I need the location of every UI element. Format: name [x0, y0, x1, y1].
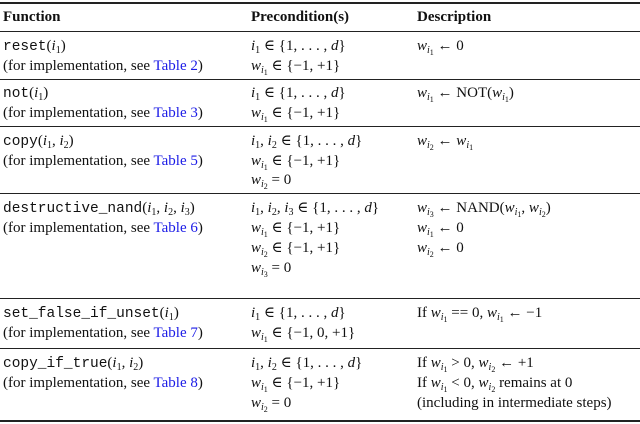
function-name: copy_if_true [3, 356, 108, 372]
precondition: $w_{i_1}$ ∈ {−1, +1} [251, 153, 341, 172]
precondition: $i_1$, $i_2$ ∈ {1, . . . , d} [251, 355, 363, 373]
implementation-note [3, 56, 203, 76]
row-rule [0, 348, 640, 349]
precondition: $w_{i_1}$ ∈ {−1, +1} [251, 58, 341, 77]
table-link[interactable]: Table 8 [153, 375, 198, 391]
precondition: $w_{i_2} = 0$ [251, 172, 292, 191]
bottom-rule [0, 420, 640, 422]
precondition: $i_1$, $i_2$ ∈ {1, . . . , d} [251, 133, 363, 151]
implementation-note [3, 218, 203, 238]
row-rule [0, 193, 640, 194]
impl-prefix: (for implementation, see [3, 153, 154, 169]
precondition: $w_{i_1}$ ∈ {−1, +1} [251, 220, 341, 239]
description: If $w_{i_1} < 0$, $w_{i_2}$ remains at 0 [417, 375, 573, 394]
precondition: $w_{i_1}$ ∈ {−1, +1} [251, 375, 341, 394]
function-name: reset [3, 39, 47, 55]
row-rule [0, 126, 640, 127]
function-signature: $not(i_1)$ [3, 85, 49, 103]
table-link[interactable]: Table 7 [153, 325, 198, 341]
precondition: $w_{i_2} = 0$ [251, 395, 292, 414]
impl-prefix: (for implementation, see [3, 375, 154, 391]
precondition: $w_{i_2}$ ∈ {−1, +1} [251, 240, 341, 259]
function-signature: $reset(i_1)$ [3, 38, 66, 56]
implementation-note [3, 151, 203, 171]
impl-suffix: ) [197, 325, 203, 341]
impl-prefix: (for implementation, see [3, 58, 154, 74]
precondition: $w_{i_1}$ ∈ {−1, +1} [251, 105, 341, 124]
description: (including in intermediate steps) [417, 395, 612, 411]
function-name: destructive_nand [3, 201, 143, 217]
header-rule [0, 31, 640, 32]
function-signature: $copy(i_1$, $i_2$) [3, 133, 74, 151]
impl-suffix: ) [197, 375, 203, 391]
table-link[interactable]: Table 2 [153, 58, 198, 74]
description: $w_{i_1}$ ← $NOT(w_{i_1})$ [417, 85, 514, 104]
impl-prefix: (for implementation, see [3, 105, 154, 121]
precondition: $w_{i_1}$ ∈ {−1, 0, +1} [251, 325, 356, 344]
header-description: Description [417, 9, 492, 25]
description: $w_{i_3}$ ← $NAND(w_{i_1}$, $w_{i_2}$) [417, 200, 551, 219]
precondition: $i_1$ ∈ {1, . . . , d} [251, 38, 346, 56]
row-rule [0, 79, 640, 80]
function-name: copy [3, 134, 38, 150]
header-function: Function [3, 9, 61, 25]
description: $w_{i_2}$ ← 0 [417, 240, 464, 259]
function-name: not [3, 86, 30, 102]
description: $w_{i_1}$ ← 0 [417, 38, 464, 57]
implementation-note [3, 103, 203, 123]
impl-suffix: ) [197, 153, 203, 169]
description: $w_{i_1}$ ← 0 [417, 220, 464, 239]
function-signature: $set\_false\_if\_unset(i_1)$ [3, 305, 179, 323]
precondition: $i_1$ ∈ {1, . . . , d} [251, 305, 346, 323]
implementation-note [3, 373, 203, 393]
description: $w_{i_2}$ ← $w_{i_1}$ [417, 133, 474, 152]
precondition: $i_1$ ∈ {1, . . . , d} [251, 85, 346, 103]
impl-suffix: ) [197, 220, 203, 236]
impl-prefix: (for implementation, see [3, 220, 154, 236]
function-name: set_false_if_unset [3, 306, 160, 322]
description: If $w_{i_1} > 0$, $w_{i_2}$ ← +1 [417, 355, 534, 374]
precondition: $i_1$, $i_2$, $i_3$ ∈ {1, . . . , d} [251, 200, 380, 218]
table-link[interactable]: Table 6 [153, 220, 198, 236]
description: If $w_{i_1} == 0$, $w_{i_1}$ ← −1 [417, 305, 543, 324]
top-rule [0, 2, 640, 4]
impl-prefix: (for implementation, see [3, 325, 154, 341]
row-rule [0, 298, 640, 299]
table-link[interactable]: Table 5 [153, 153, 198, 169]
implementation-note [3, 323, 203, 343]
function-signature: $destructive\_nand(i_1$, $i_2$, $i_3$) [3, 200, 195, 218]
precondition: $w_{i_3} = 0$ [251, 260, 292, 279]
function-signature: $copy\_if\_true(i_1$, $i_2$) [3, 355, 144, 373]
impl-suffix: ) [197, 105, 203, 121]
impl-suffix: ) [197, 58, 203, 74]
header-preconditions: Precondition(s) [251, 9, 350, 25]
table-link[interactable]: Table 3 [153, 105, 198, 121]
